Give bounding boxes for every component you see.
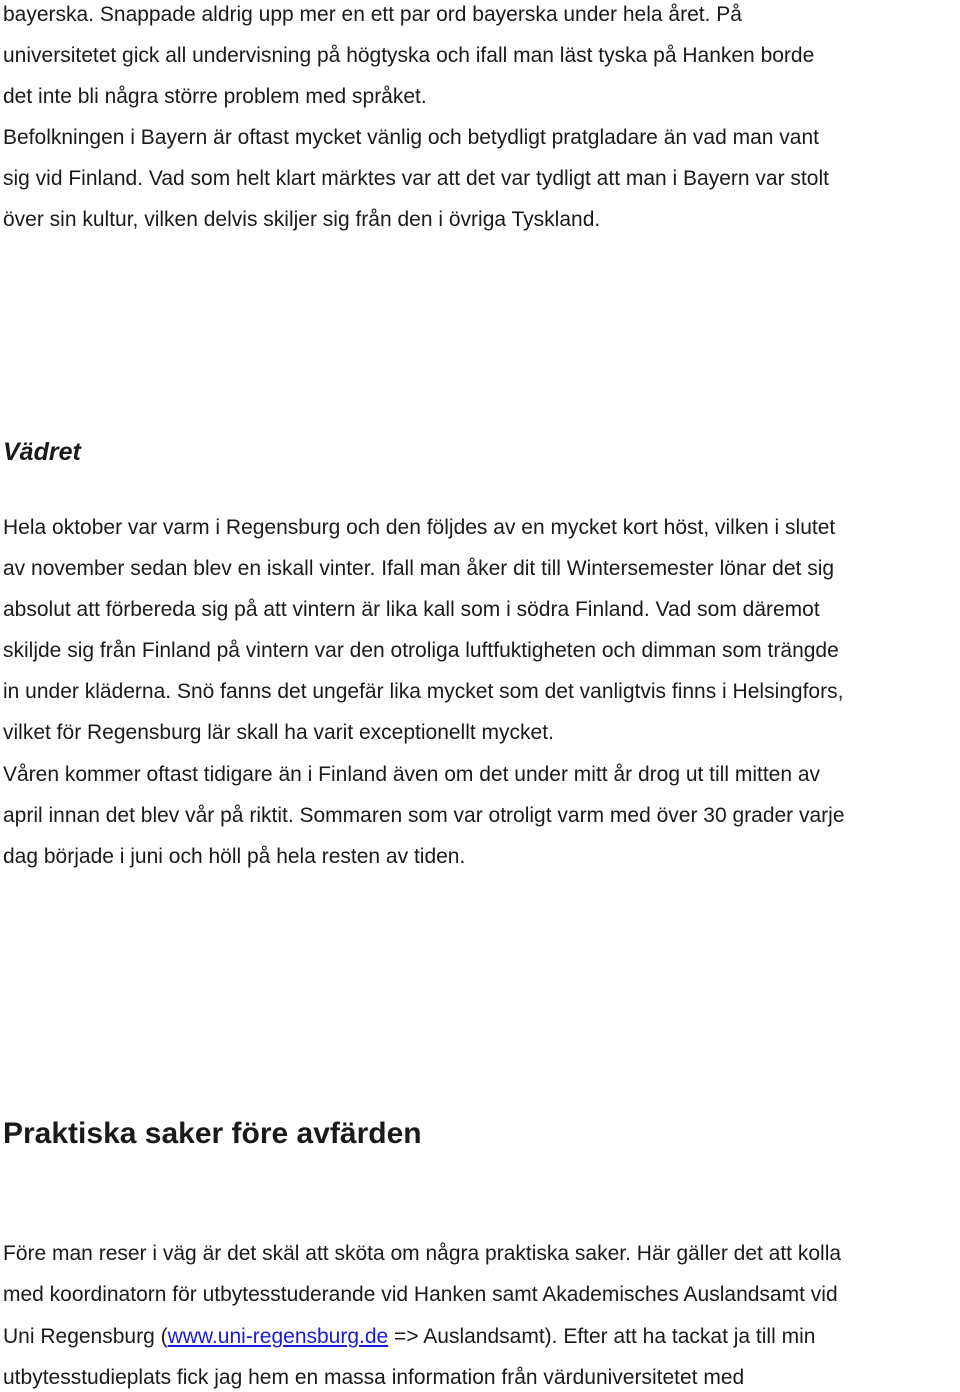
section-heading-weather: Vädret [3, 438, 81, 466]
line-prefix: Uni Regensburg ( [3, 1325, 168, 1348]
paragraph-line: Befolkningen i Bayern är oftast mycket vänlig och betydligt pratgladare än vad man vant [3, 126, 819, 149]
uni-regensburg-link[interactable]: www.uni-regensburg.de [167, 1325, 389, 1348]
paragraph-line-with-link [3, 1324, 815, 1350]
paragraph-line: april innan det blev vår på riktit. Sommaren som var otroligt varm med över 30 grader varje [3, 804, 845, 827]
paragraph-line: Våren kommer oftast tidigare än i Finland även om det under mitt år drog ut till mitten av [3, 763, 821, 786]
paragraph-line: sig vid Finland. Vad som helt klart märktes var att det var tydligt att man i Bayern var stolt [3, 167, 829, 190]
paragraph-line: det inte bli några större problem med språket. [3, 85, 427, 108]
paragraph-line: med koordinatorn för utbytesstuderande vid Hanken samt Akademisches Auslandsamt vid [3, 1283, 838, 1306]
paragraph-line: absolut att förbereda sig på att vintern är lika kall som i södra Finland. Vad som däremot [3, 598, 820, 621]
paragraph-line: skiljde sig från Finland på vintern var den otroliga luftfuktigheten och dimman som trängde [3, 639, 839, 662]
paragraph-line: över sin kultur, vilken delvis skiljer sig från den i övriga Tyskland. [3, 208, 601, 231]
paragraph-line: av november sedan blev en iskall vinter. Ifall man åker dit till Wintersemester lönar det sig [3, 557, 835, 580]
section-heading-practical: Praktiska saker före avfärden [3, 1117, 422, 1150]
line-suffix: => Auslandsamt). Efter att ha tackat ja till min [388, 1325, 816, 1348]
paragraph-line: utbytesstudieplats fick jag hem en massa information från värduniversitetet med [3, 1366, 745, 1389]
paragraph-line: universitetet gick all undervisning på högtyska och ifall man läst tyska på Hanken borde [3, 44, 815, 67]
paragraph-line: Före man reser i väg är det skäl att sköta om några praktiska saker. Här gäller det att kolla [3, 1242, 842, 1265]
paragraph-line: vilket för Regensburg lär skall ha varit exceptionellt mycket. [3, 721, 554, 744]
paragraph-line: in under kläderna. Snö fanns det ungefär lika mycket som det vanligtvis finns i Helsingfors, [3, 680, 844, 703]
paragraph-line: bayerska. Snappade aldrig upp mer en ett par ord bayerska under hela året. På [3, 3, 742, 26]
paragraph-line: dag började i juni och höll på hela resten av tiden. [3, 845, 466, 868]
paragraph-line: Hela oktober var varm i Regensburg och den följdes av en mycket kort höst, vilken i slutet [3, 516, 836, 539]
